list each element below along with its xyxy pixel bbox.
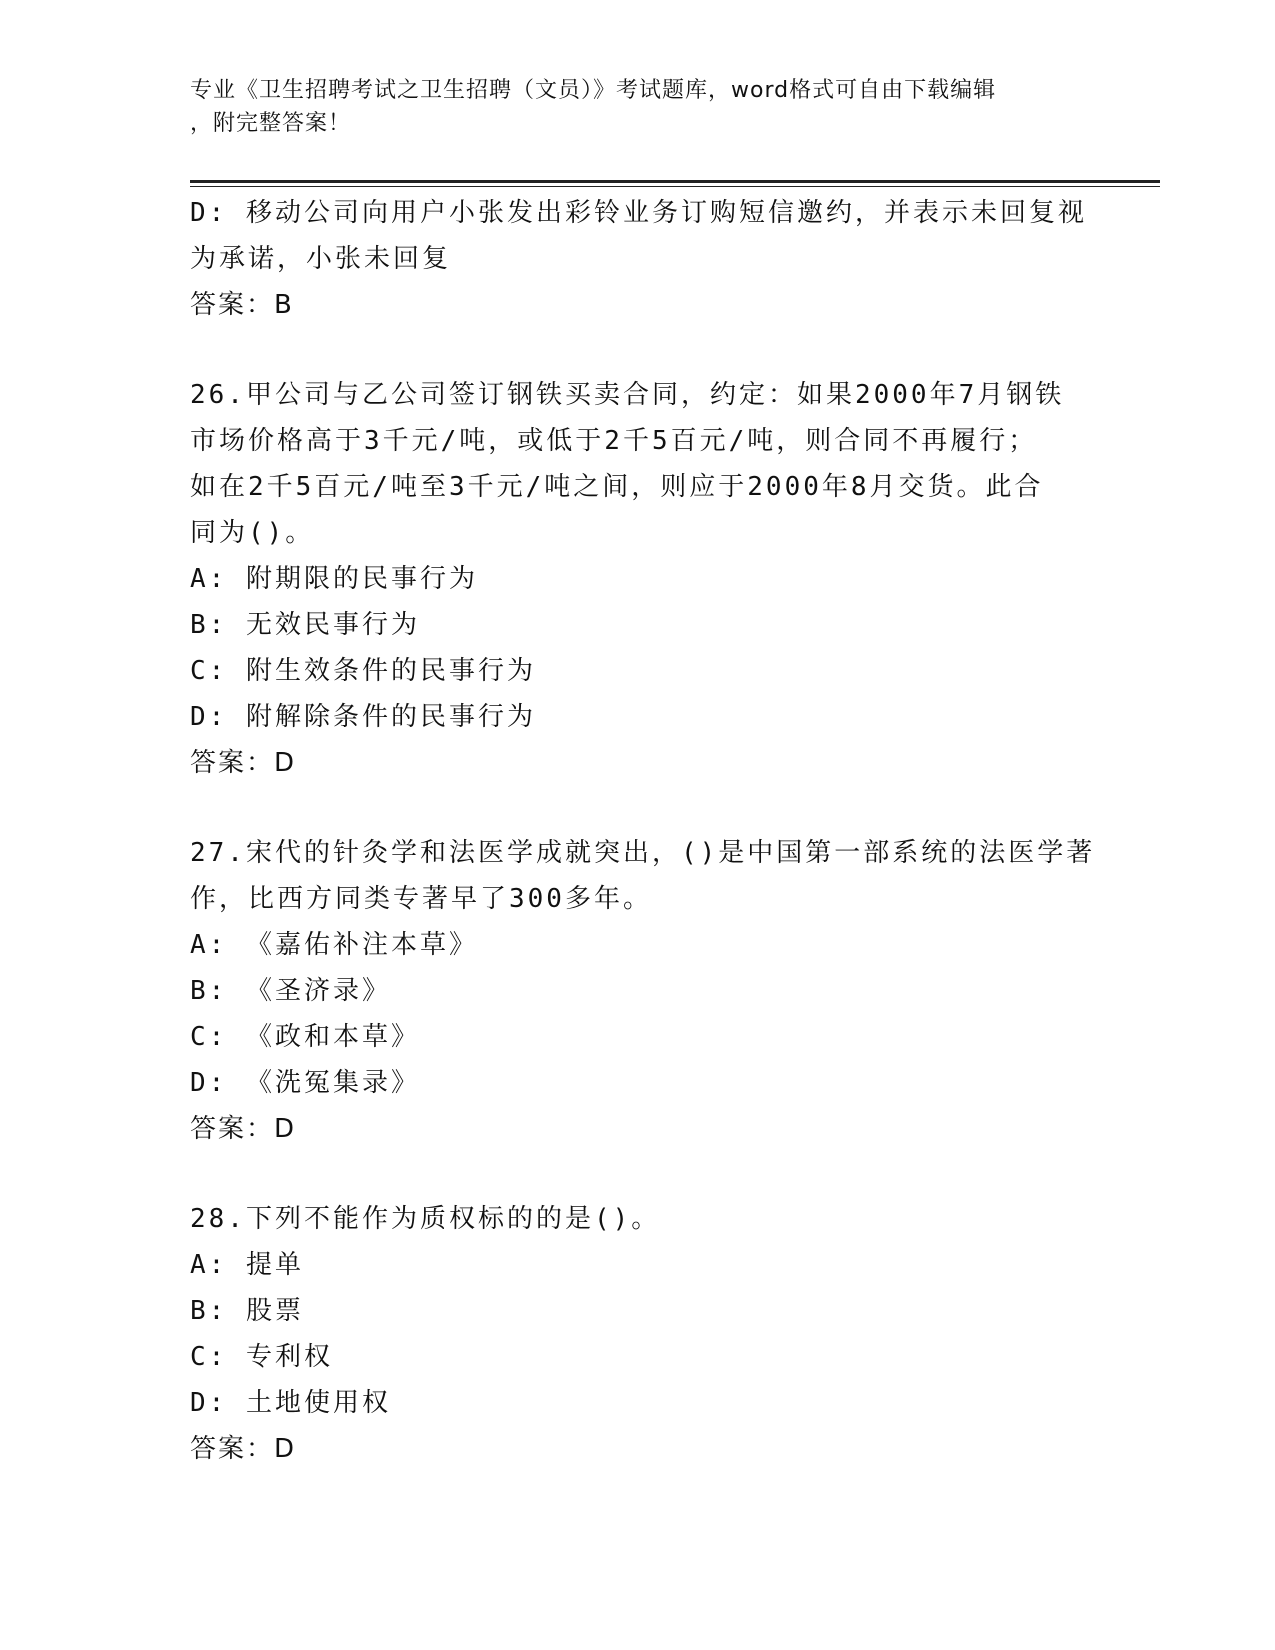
header-divider-thick	[190, 180, 1160, 183]
option-b: B: 《圣济录》	[190, 976, 391, 1006]
option-d: D: 附解除条件的民事行为	[190, 702, 536, 732]
option-c: C: 专利权	[190, 1342, 333, 1372]
answer-label: 答案：D	[190, 748, 297, 778]
header-divider-thin	[190, 186, 1160, 187]
question-list	[190, 190, 1096, 1472]
option-a: A: 《嘉佑补注本草》	[190, 930, 478, 960]
option-c: C: 《政和本草》	[190, 1022, 420, 1052]
question-spacer	[190, 1152, 1090, 1196]
question-stem-line: 27.宋代的针灸学和法医学成就突出，()是中国第一部系统的法医学著	[190, 838, 1096, 868]
option-a: A: 附期限的民事行为	[190, 564, 478, 594]
option-d-line-2: 为承诺，小张未回复	[190, 244, 452, 274]
header-line-2: ，附完整答案！	[190, 111, 352, 136]
question-27	[190, 830, 1096, 1152]
question-stem-line: 作，比西方同类专著早了300多年。	[190, 884, 652, 914]
question-stem-line: 26.甲公司与乙公司签订钢铁买卖合同，约定：如果2000年7月钢铁	[190, 380, 1065, 410]
question-spacer	[190, 328, 1090, 372]
option-d: D: 《洗冤集录》	[190, 1068, 420, 1098]
answer-label: 答案：D	[190, 1434, 297, 1464]
question-26	[190, 372, 1090, 786]
question-28	[190, 1196, 1090, 1472]
answer-label: 答案：D	[190, 1114, 297, 1144]
question-stem-line: 同为()。	[190, 518, 315, 548]
question-stem-line: 市场价格高于3千元/吨，或低于2千5百元/吨，则合同不再履行；	[190, 426, 1038, 456]
question-stem-line: 28.下列不能作为质权标的的是()。	[190, 1204, 661, 1234]
question-spacer	[190, 786, 1090, 830]
answer-label: 答案：B	[190, 290, 294, 320]
header-line-1: 专业《卫生招聘考试之卫生招聘（文员）》考试题库，word格式可自由下载编辑	[190, 78, 997, 103]
option-c: C: 附生效条件的民事行为	[190, 656, 536, 686]
question-25-tail	[190, 190, 1090, 328]
option-d-line-1: D: 移动公司向用户小张发出彩铃业务订购短信邀约，并表示未回复视	[190, 198, 1087, 228]
option-b: B: 股票	[190, 1296, 304, 1326]
question-stem-line: 如在2千5百元/吨至3千元/吨之间，则应于2000年8月交货。此合	[190, 472, 1044, 502]
option-d: D: 土地使用权	[190, 1388, 391, 1418]
document-header	[190, 74, 1090, 140]
option-a: A: 提单	[190, 1250, 304, 1280]
option-b: B: 无效民事行为	[190, 610, 420, 640]
